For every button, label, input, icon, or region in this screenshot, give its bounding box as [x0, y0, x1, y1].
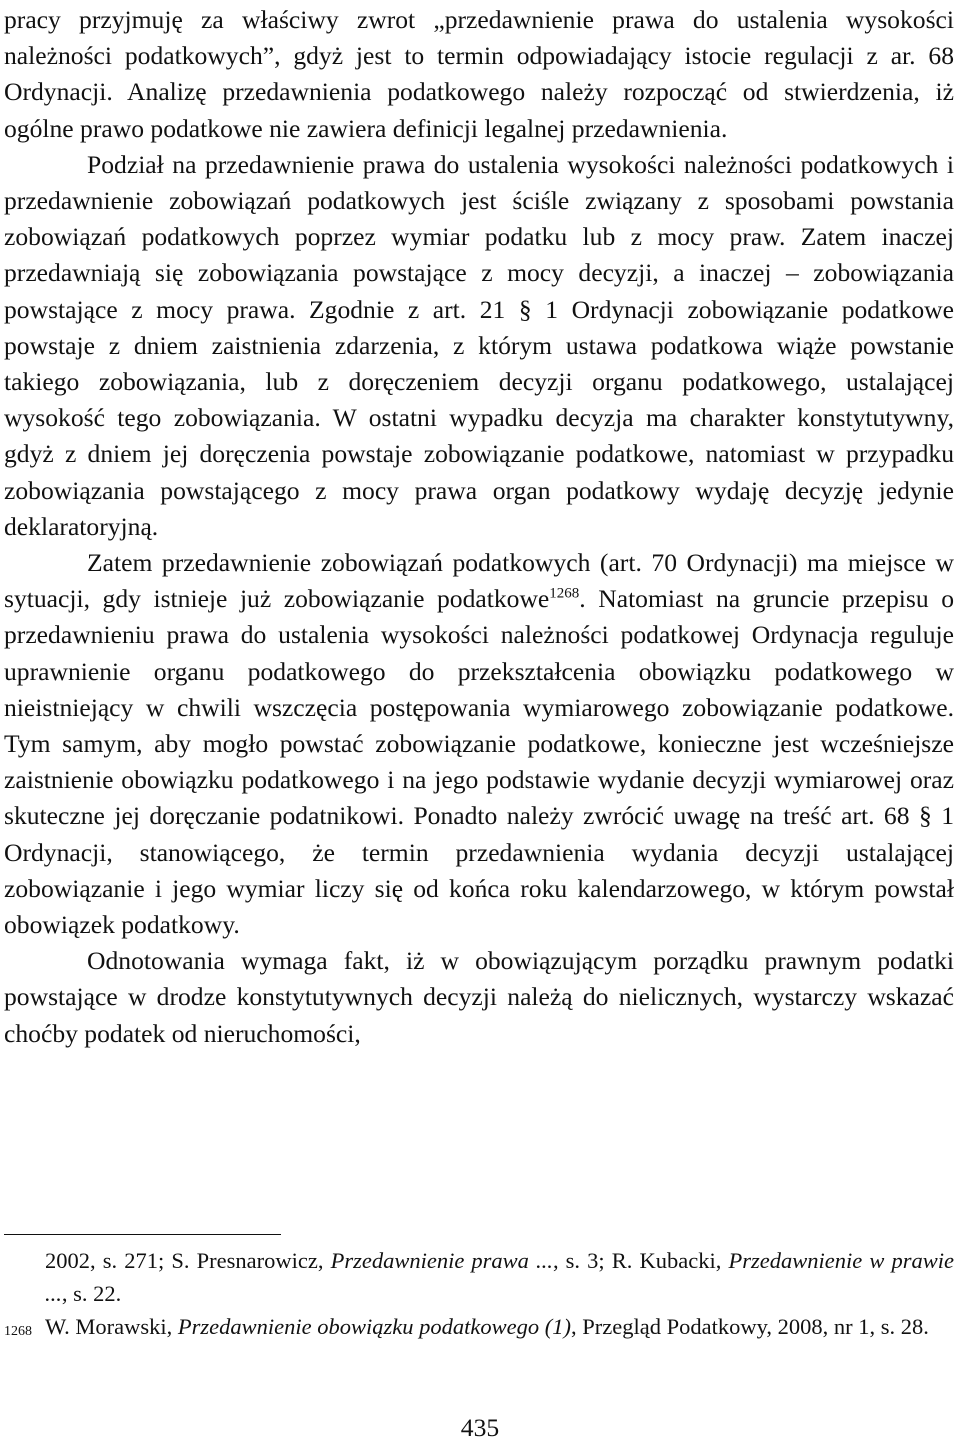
- document-page: [4, 0, 954, 1052]
- paragraph-2: Podział na przedawnienie prawa do ustalenia wysokości należności podatkowych i przedawnienie zobowiązań podatkowych jest ściśle związany z sposobami powstania zobowiązań podatkowych poprzez wymiar podatku lub z mocy praw. Zatem inaczej przedawniają się zobowiązania powstające z mocy decyzji, a inaczej – zobowiązania powstające z mocy prawa. Zgodnie z art. 21 § 1 Ordynacji zobowiązanie podatkowe powstaje z dniem zaistnienia zdarzenia, z którym ustawa podatkowa wiąże powstanie takiego zobowiązania, lub z doręczeniem decyzji organu podatkowego, ustalającej wysokość tego zobowiązania. W ostatni wypadku decyzja ma charakter konstytutywny, gdyż z dniem jej doręczenia powstaje zobowiązanie podatkowe, natomiast w przypadku zobowiązania powstającego z mocy prawa organ podatkowy wydaję decyzję jedynie deklaratoryjną.: [4, 149, 954, 541]
- cited-title: Przedawnienie obowiązku podatkowego (1): [177, 1314, 571, 1339]
- cited-title: Przedawnienie w prawie ...: [45, 1248, 955, 1306]
- paragraph-3: [4, 545, 954, 943]
- footnotes: [4, 1244, 954, 1343]
- footnote-continued: 2002, s. 271; S. Presnarowicz, Przedawnienie prawa ..., s. 3; R. Kubacki, Przedawnienie w prawie ..., s. 22.: [45, 1248, 955, 1306]
- paragraph-4: Odnotowania wymaga fakt, iż w obowiązującym porządku prawnym podatki powstające w drodze konstytutywnych decyzji należą do nielicznych, wystarczy wskazać choćby podatek od nieruchomości,: [4, 946, 954, 1048]
- paragraph-3-end: . Natomiast na gruncie przepisu o przedawnieniu prawa do ustalenia wysokości należności podatkowej Ordynacja reguluje uprawnienie organu podatkowego do przekształcenia obowiązku podatkowego w nieistniejący w chwili wszczęcia postępowania wymiarowego zobowiązanie podatkowe. Tym samym, aby mogło powstać zobowiązanie podatkowe, konieczne jest wcześniejsze zaistnienie obowiązku podatkowego i na jego podstawie wydanie decyzji wymiarowej oraz skuteczne jej doręczanie podatnikowi. Ponadto należy zwrócić uwagę na treść art. 68 § 1 Ordynacji, stanowiącego, że termin przedawnienia wydania decyzji ustalającej zobowiązanie i jego wymiar liczy się od końca roku kalendarzowego, w którym powstał obowiązek podatkowy.: [4, 584, 954, 940]
- cited-title: Przedawnienie prawa ...: [330, 1248, 553, 1273]
- footnote-number: 1268: [4, 1324, 32, 1339]
- footnote-separator: [4, 1234, 281, 1235]
- footnote-1268: 1268 W. Morawski, Przedawnienie obowiązku podatkowego (1), Przegląd Podatkowy, 2008, nr 1, s. 28.: [4, 1314, 929, 1339]
- paragraph-3-start: Zatem przedawnienie zobowiązań podatkowych (art. 70 Ordynacji) ma miejsce w sytuacji, gdy istnieje już zobowiązanie podatkowe: [4, 548, 954, 614]
- main-text: [4, 2, 954, 1052]
- footnote-reference: 1268: [549, 585, 580, 602]
- paragraph-1: pracy przyjmuję za właściwy zwrot „przedawnienie prawa do ustalenia wysokości należności podatkowych”, gdyż jest to termin odpowiadający istocie regulacji z ar. 68 Ordynacji. Analizę przedawnienia podatkowego należy rozpocząć od stwierdzenia, iż ogólne prawo podatkowe nie zawiera definicji legalnej przedawnienia.: [4, 5, 954, 143]
- page-number: 435: [460, 1413, 500, 1442]
